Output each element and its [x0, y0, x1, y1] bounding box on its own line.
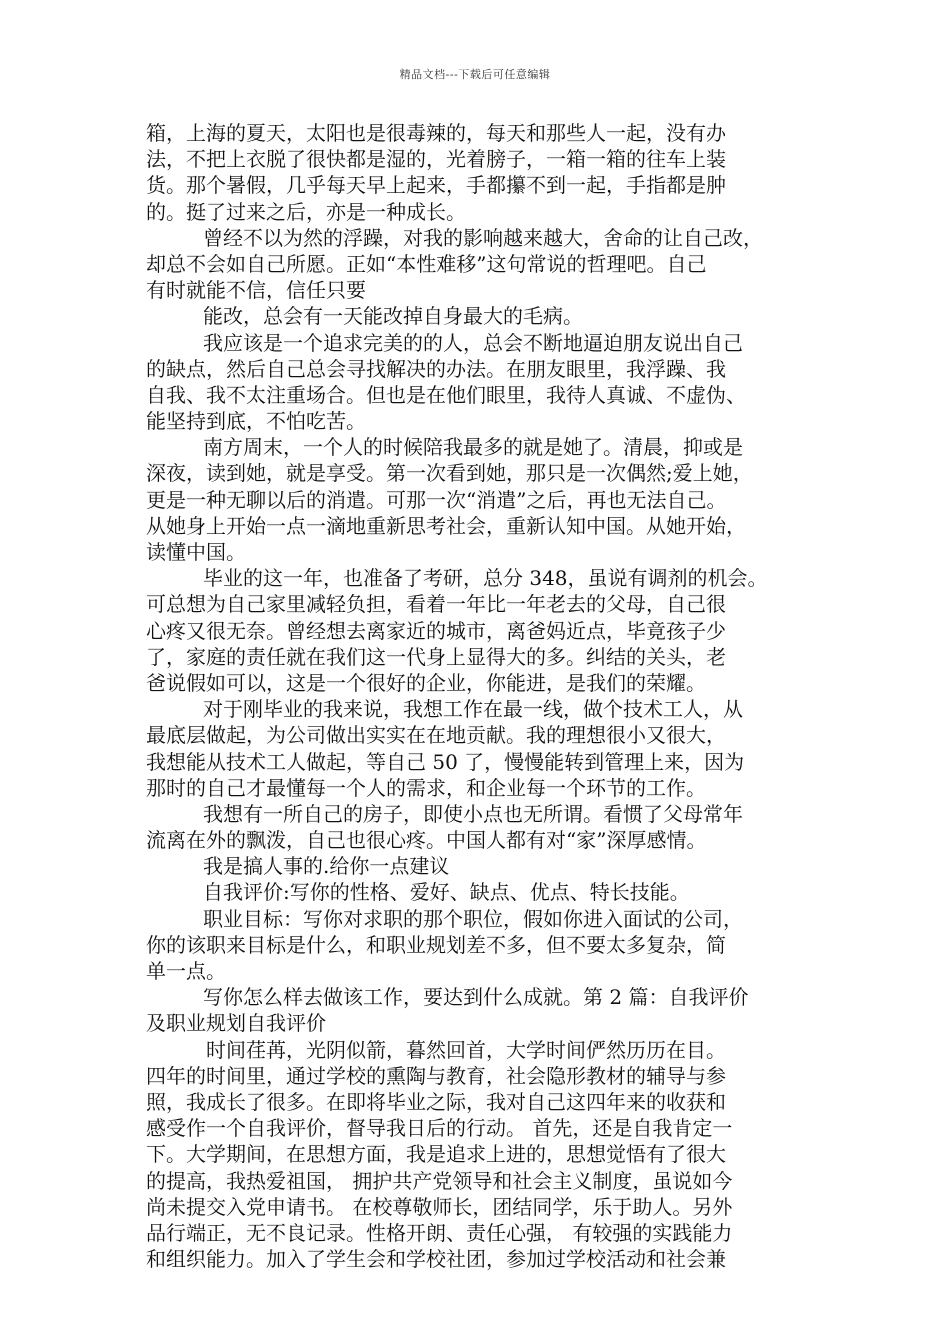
text-line: 箱，上海的夏天，太阳也是很毒辣的，每天和那些人一起，没有办 — [146, 121, 726, 145]
page-header: 精品文档---下载后可任意编辑 — [399, 68, 551, 81]
text-line: 更是一种无聊以后的消遣。可那一次“消遣”之后，再也无法自己。 — [146, 487, 727, 512]
text-line: 自我评价:写你的性格、爱好、缺点、优点、特长技能。 — [203, 880, 690, 905]
text-line: 的提高，我热爱祖国， 拥护共产党领导和社会主义制度，虽说如今 — [146, 1168, 733, 1193]
text-line: 照，我成长了很多。在即将毕业之际，我对自己这四年来的收获和 — [146, 1089, 726, 1114]
text-line: 却总不会如自己所愿。正如“本性难移”这句常说的哲理吧。自己 — [146, 251, 707, 276]
text-line: 感受作一个自我评价，督导我日后的行动。 首先，还是自我肯定一 — [146, 1116, 733, 1141]
text-line: 有时就能不信，信任只要 — [146, 278, 366, 303]
text-line: 曾经不以为然的浮躁，对我的影响越来越大，舍命的让自己改， — [203, 225, 763, 250]
text-line: 四年的时间里，通过学校的熏陶与教育，社会隐形教材的辅导与参 — [146, 1063, 726, 1088]
text-line: 心疼又很无奈。曾经想去离家近的城市，离爸妈近点，毕竟孩子少 — [146, 618, 726, 643]
text-line: 流离在外的飘泼，自己也很心疼。中国人都有对“家”深厚感情。 — [146, 828, 707, 853]
text-line: 和组织能力。加入了学生会和学校社团，参加过学校活动和社会兼 — [146, 1247, 726, 1272]
document-body — [146, 120, 810, 1272]
text-line: 下。大学期间，在思想方面，我是追求上进的，思想觉悟有了很大 — [146, 1142, 726, 1167]
text-line: 尚未提交入党申请书。 在校尊敬师长，团结同学，乐于助人。另外 — [146, 1194, 733, 1219]
text-line: 了，家庭的责任就在我们这一代身上显得大的多。纠结的关头，老 — [146, 644, 726, 669]
text-line: 最底层做起，为公司做出实实在在地贡献。我的理想很小又很大， — [146, 723, 726, 748]
text-line: 的缺点，然后自己总会寻找解决的办法。在朋友眼里，我浮躁、我 — [146, 356, 726, 381]
text-line: 那时的自己才最懂每一个人的需求，和企业每一个环节的工作。 — [146, 775, 706, 800]
text-line: 能改，总会有一天能改掉自身最大的毛病。 — [203, 304, 583, 329]
text-line: 深夜，读到她，就是享受。第一次看到她，那只是一次偶然;爱上她， — [146, 461, 753, 486]
text-line: 可总想为自己家里减轻负担，看着一年比一年老去的父母，自己很 — [146, 592, 726, 617]
text-line: 及职业规划自我评价 — [146, 1011, 326, 1036]
text-line: 爸说假如可以，这是一个很好的企业，你能进，是我们的荣耀。 — [146, 670, 706, 695]
text-line: 自我、我不太注重场合。但也是在他们眼里，我待人真诚、不虚伪、 — [146, 382, 746, 407]
text-line: 对于刚毕业的我来说，我想工作在最一线，做个技术工人，从 — [203, 697, 743, 722]
text-line: 货。那个暑假，几乎每天早上起来，手都攥不到一起，手指都是肿 — [146, 173, 726, 198]
text-line: 从她身上开始一点一滴地重新思考社会，重新认知中国。从她开始， — [146, 513, 746, 538]
text-line: 我想有一所自己的房子，即使小点也无所谓。看惯了父母常年 — [203, 801, 743, 826]
text-line: 单一点。 — [146, 959, 226, 983]
text-line: 能坚持到底，不怕吃苦。 — [146, 409, 366, 434]
text-line: 的。挺了过来之后，亦是一种成长。 — [146, 199, 466, 224]
text-line: 我应该是一个追求完美的的人，总会不断地逼迫朋友说出自己 — [203, 330, 743, 355]
text-line: 我是搞人事的.给你一点建议 — [203, 854, 450, 879]
text-line: 写你怎么样去做该工作，要达到什么成就。第 2 篇：自我评价 — [203, 985, 749, 1010]
text-line: 法，不把上衣脱了很快都是湿的，光着膀子，一箱一箱的往车上装 — [146, 147, 726, 172]
text-line: 职业目标：写你对求职的那个职位，假如你进入面试的公司， — [203, 906, 743, 931]
text-line: 读懂中国。 — [146, 540, 246, 564]
text-line: 品行端正，无不良记录。性格开朗、责任心强， 有较强的实践能力 — [146, 1220, 733, 1245]
text-line: 毕业的这一年，也准备了考研，总分 348，虽说有调剂的机会。 — [203, 566, 768, 591]
text-line: 南方周末，一个人的时候陪我最多的就是她了。清晨，抑或是 — [203, 435, 743, 460]
text-line: 时间荏苒，光阴似箭，暮然回首，大学时间俨然历历在目。 — [206, 1037, 726, 1062]
text-line: 我想能从技术工人做起，等自己 50 了，慢慢能转到管理上来，因为 — [146, 749, 745, 774]
text-line: 你的该职来目标是什么，和职业规划差不多，但不要太多复杂，简 — [146, 932, 726, 957]
